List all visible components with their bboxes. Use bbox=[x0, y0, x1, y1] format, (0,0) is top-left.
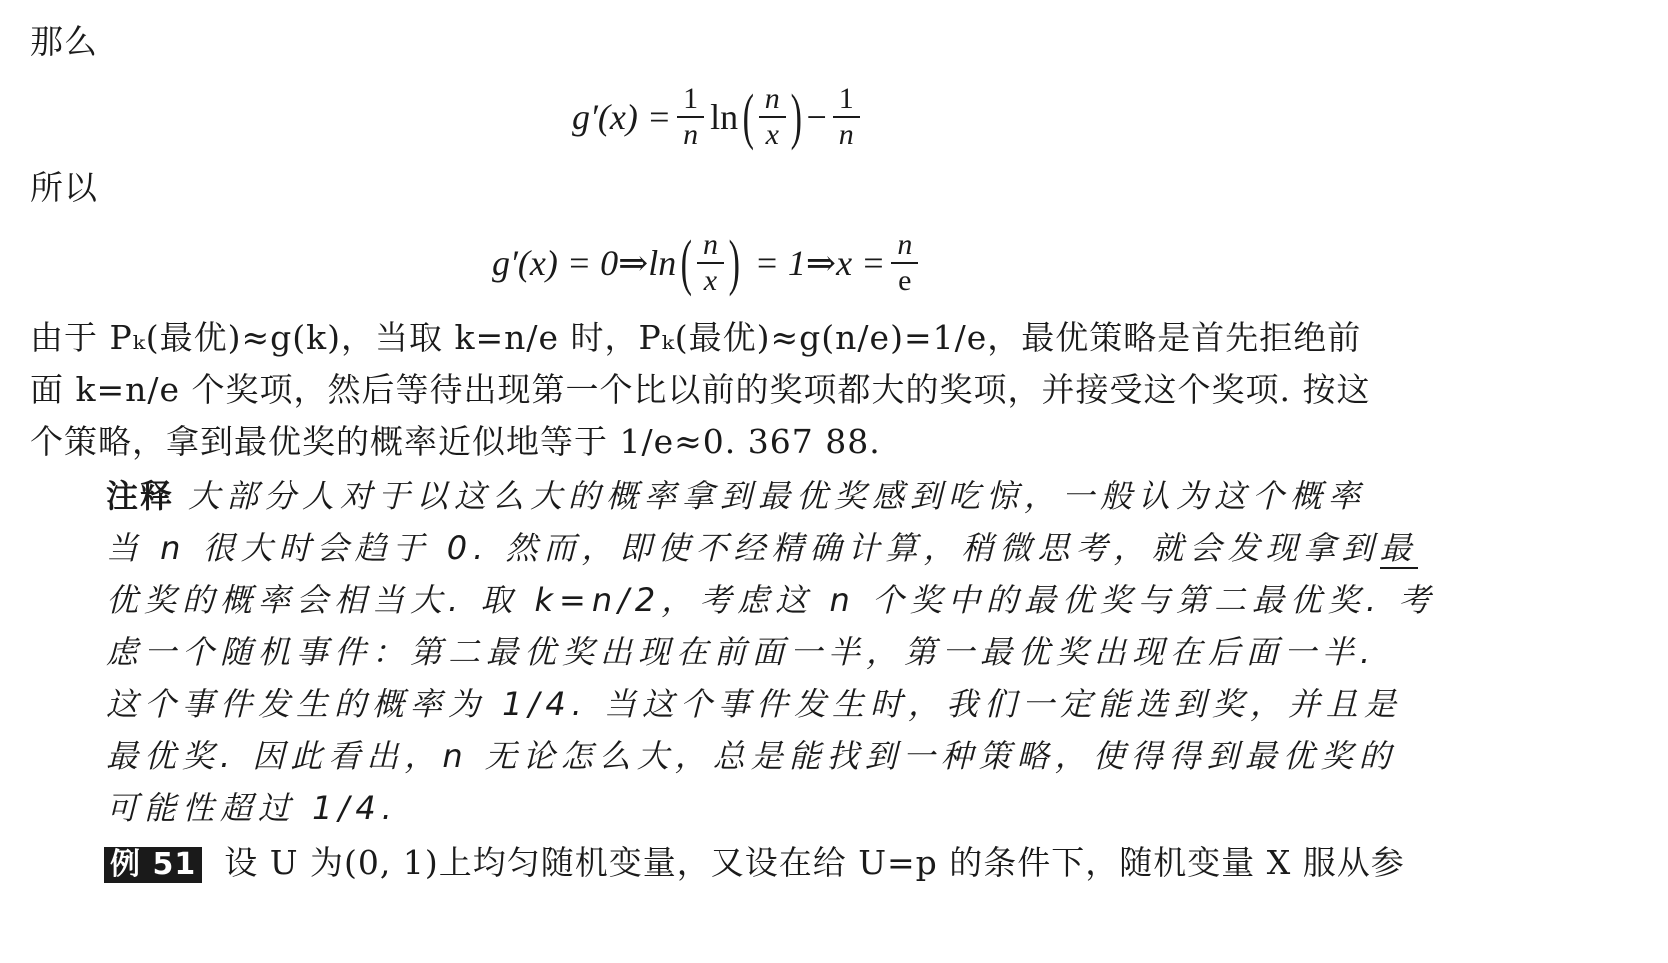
eq1-frac3-numerator: 1 bbox=[833, 82, 860, 118]
note-text-1: 大部分人对于以这么大的概率拿到最优奖感到吃惊，一般认为这个概率 bbox=[188, 477, 1367, 515]
eq2-middle: = 1⇒x = bbox=[754, 243, 886, 283]
eq1-frac-3 bbox=[833, 82, 860, 152]
eq2-frac-2 bbox=[891, 228, 918, 298]
eq1-minus: − bbox=[806, 97, 827, 137]
example-badge: 例 51 bbox=[104, 847, 202, 883]
note-line-5: 这个事件发生的概率为 1/4. 当这个事件发生时，我们一定能选到奖，并且是 bbox=[106, 685, 1403, 723]
note-line-7: 可能性超过 1/4. bbox=[106, 789, 398, 827]
paragraph-line-3: 个策略，拿到最优奖的概率近似地等于 1/e≈0. 367 88. bbox=[30, 422, 881, 461]
equation-derivative bbox=[572, 82, 866, 152]
note-line-3: 优奖的概率会相当大. 取 k=n/2，考虑这 n 个奖中的最优奖与第二最优奖. 考 bbox=[106, 581, 1437, 619]
eq2-frac2-denominator: e bbox=[898, 264, 912, 297]
eq1-left-paren: ( bbox=[742, 83, 755, 151]
equation-critical-point bbox=[492, 228, 924, 298]
eq2-frac-1 bbox=[697, 228, 724, 298]
note-text-2a: 当 n 很大时会趋于 0. 然而，即使不经精确计算，稍微思考，就会发现拿到 bbox=[106, 529, 1380, 567]
eq2-frac1-denominator: x bbox=[703, 264, 718, 297]
note-line-6: 最优奖. 因此看出，n 无论怎么大，总是能找到一种策略，使得得到最优奖的 bbox=[106, 737, 1397, 775]
eq1-frac1-numerator: 1 bbox=[677, 82, 704, 118]
eq1-frac-2 bbox=[759, 82, 786, 152]
example-text-1: 设 U 为(0, 1)上均匀随机变量，又设在给 U=p 的条件下，随机变量 X 服从参 bbox=[224, 843, 1405, 882]
note-label: 注释 bbox=[106, 477, 175, 515]
eq2-left-paren: ( bbox=[680, 229, 693, 297]
eq1-frac2-denominator: x bbox=[765, 118, 779, 151]
eq1-right-paren: ) bbox=[790, 83, 802, 151]
eq1-frac-1 bbox=[677, 82, 704, 152]
paragraph-line-1: 由于 Pₖ(最优)≈g(k)，当取 k=n/e 时，Pₖ(最优)≈g(n/e)=1/e，最优策略是首先拒绝前 bbox=[30, 318, 1362, 357]
eq1-ln: ln bbox=[710, 97, 739, 137]
eq2-frac2-numerator: n bbox=[891, 228, 918, 264]
paragraph-line-2: 面 k=n/e 个奖项，然后等待出现第一个比以前的奖项都大的奖项，并接受这个奖项. 按这 bbox=[30, 370, 1371, 409]
eq2-right-paren: ) bbox=[728, 229, 740, 297]
note-line-4: 虑一个随机事件：第二最优奖出现在前面一半，第一最优奖出现在后面一半. bbox=[106, 633, 1377, 671]
eq1-frac3-denominator: n bbox=[838, 118, 854, 151]
eq1-frac2-numerator: n bbox=[759, 82, 786, 118]
eq1-lhs: g′(x) = bbox=[572, 97, 672, 137]
eq1-frac1-denominator: n bbox=[683, 118, 699, 151]
eq2-lhs: g′(x) = 0⇒ln bbox=[492, 243, 677, 283]
note-line-1 bbox=[106, 476, 1366, 516]
note-line-2 bbox=[106, 528, 1418, 568]
note-text-2b: 最 bbox=[1379, 529, 1418, 567]
text-line-namo: 那么 bbox=[30, 22, 98, 61]
text-line-suoyi: 所以 bbox=[30, 168, 98, 207]
example-line-1 bbox=[104, 843, 1405, 883]
eq2-frac1-numerator: n bbox=[697, 228, 724, 264]
